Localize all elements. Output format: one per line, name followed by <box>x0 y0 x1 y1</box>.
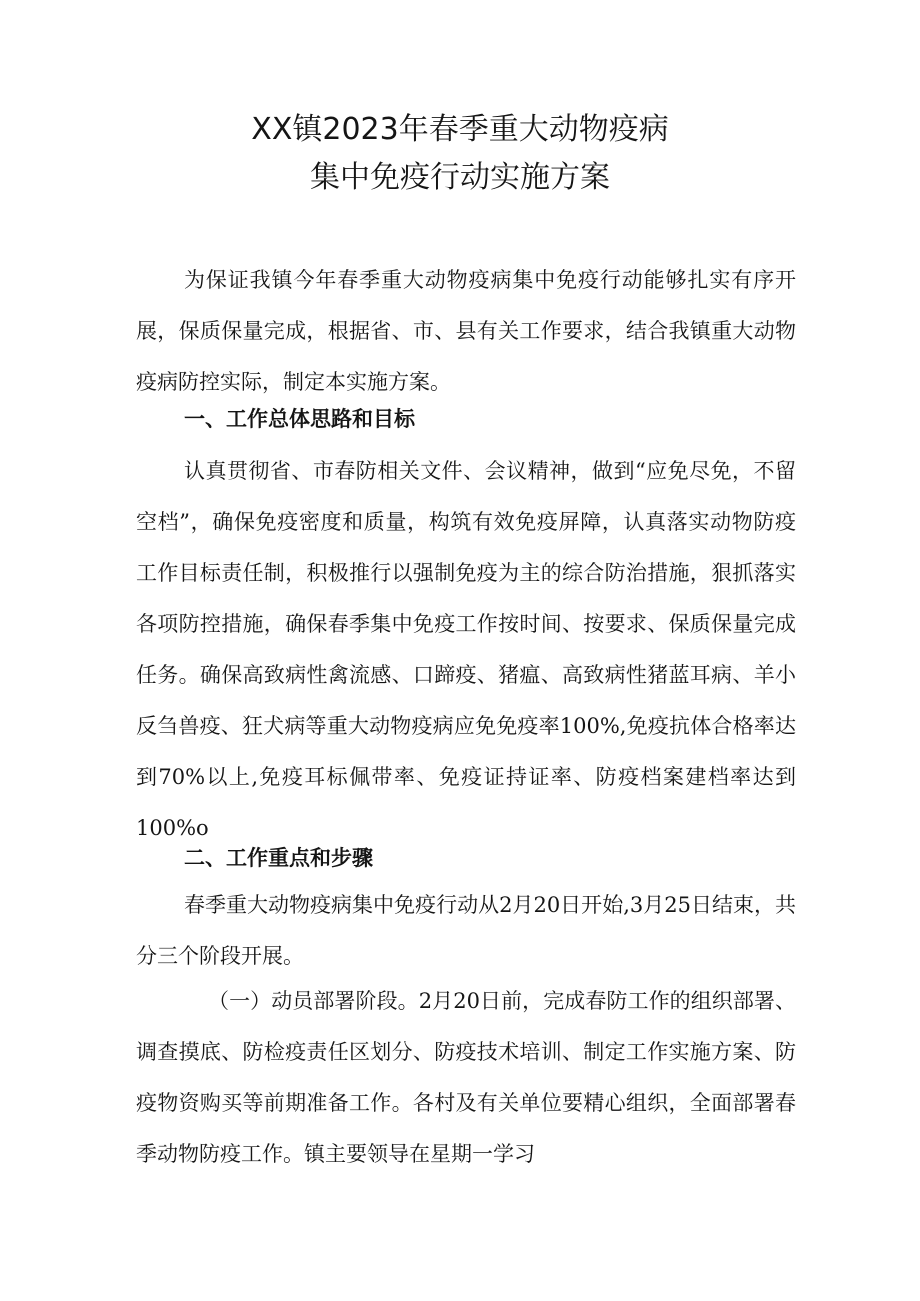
section-2-heading: 二、工作重点和步骤 <box>184 846 373 870</box>
section-1-heading: 一、工作总体思路和目标 <box>184 407 415 431</box>
document-title-line-2: 集中免疫行动实施方案 <box>310 160 610 195</box>
stage-1-paragraph: （一）动员部署阶段。2月20日前，完成春防工作的组织部署、调查摸底、防检疫责任区划分、防疫技术培训、制定工作实施方案、防疫物资购买等前期准备工作。各村及有关单位要精心组织，全面部署春季动物防疫工作。镇主要领导在星期一学习 <box>136 989 796 1166</box>
document-title-line-1: XX镇2023年春季重大动物疫病 <box>251 112 669 147</box>
section-1-paragraph: 认真贯彻省、市春防相关文件、会议精神，做到“应免尽免，不留空档”，确保免疫密度和质量，构筑有效免疫屏障，认真落实动物防疫工作目标责任制，积极推行以强制免疫为主的综合防治措施，狠抓落实各项防控措施，确保春季集中免疫工作按时间、按要求、保质保量完成任务。确保高致病性禽流感、口蹄疫、猪瘟、高致病性猪蓝耳病、羊小反刍兽疫、狂犬病等重大动物疫病应免免疫率100%,免疫抗体合格率达到70%以上,免疫耳标佩带率、免疫证持证率、防疫档案建档率达到100%o <box>136 459 796 840</box>
intro-paragraph: 为保证我镇今年春季重大动物疫病集中免疫行动能够扎实有序开展，保质保量完成，根据省、市、县有关工作要求，结合我镇重大动物疫病防控实际，制定本实施方案。 <box>136 268 796 394</box>
section-2-paragraph: 春季重大动物疫病集中免疫行动从2月20日开始,3月25日结束，共分三个阶段开展。 <box>136 893 796 968</box>
